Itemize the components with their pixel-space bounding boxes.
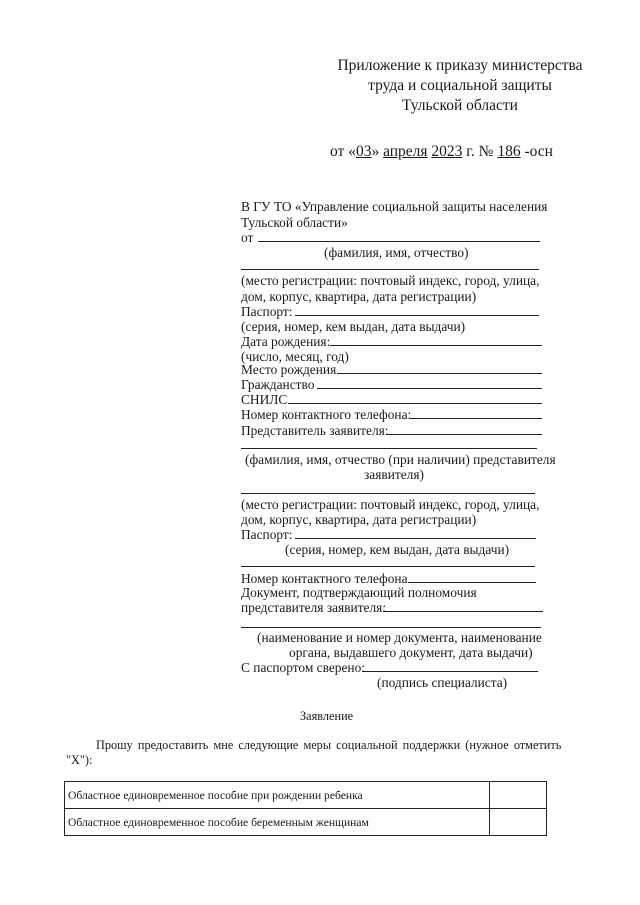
passport-label: Паспорт:	[241, 304, 293, 319]
registration-hint-1: (место регистрации: почтовый индекс, город, улица,	[241, 273, 540, 288]
representative-passport-field[interactable]	[295, 538, 536, 539]
document-hint-2: органа, выдавшего документ, дата выдачи)	[289, 645, 533, 660]
order-month: апреля	[383, 143, 428, 160]
representative-fio-hint-1: (фамилия, имя, отчество (при наличии) представителя	[245, 452, 556, 467]
representative-passport-hint: (серия, номер, кем выдан, дата выдачи)	[285, 542, 510, 557]
header-line-2: труда и социальной защиты	[368, 77, 552, 94]
snils-label: СНИЛС	[241, 392, 288, 407]
from-label: от	[241, 230, 254, 245]
citizenship-label: Гражданство	[241, 377, 315, 392]
document-field[interactable]	[383, 611, 543, 612]
birthdate-field[interactable]	[330, 345, 542, 346]
order-day: 03	[355, 143, 372, 160]
registration-hint-2: дом, корпус, квартира, дата регистрации)	[241, 289, 477, 304]
option-label: Областное единовременное пособие при рождении ребенка	[65, 782, 490, 809]
snils-field[interactable]	[288, 403, 542, 404]
verified-label: С паспортом сверено:	[241, 660, 366, 675]
option-checkbox[interactable]	[490, 809, 547, 836]
representative-registration-hint-2: дом, корпус, квартира, дата регистрации)	[241, 512, 477, 527]
representative-fio-field[interactable]	[241, 448, 537, 449]
support-options-table	[64, 781, 547, 836]
statement-text-1: Прошу предоставить мне следующие меры социальной поддержки (нужное отметить	[96, 738, 562, 752]
option-checkbox[interactable]	[490, 782, 547, 809]
addressee-line-2: Тульской области»	[241, 215, 348, 230]
passport-hint: (серия, номер, кем выдан, дата выдачи)	[241, 319, 466, 334]
document-hint-1: (наименование и номер документа, наименование	[257, 630, 542, 645]
representative-passport-label: Паспорт:	[241, 527, 293, 542]
birthplace-label: Место рождения	[241, 362, 337, 377]
document-details-field[interactable]	[241, 627, 541, 628]
order-number: 186	[497, 143, 521, 160]
fio-hint: (фамилия, имя, отчество)	[324, 245, 469, 260]
document-label-1: Документ, подтверждающий полномочия	[241, 585, 477, 600]
birthplace-field[interactable]	[337, 373, 542, 374]
order-reference: от «03» апреля 2023 г. № 186 -осн	[330, 143, 553, 160]
header-line-3: Тульской области	[402, 97, 518, 114]
representative-label: Представитель заявителя:	[241, 423, 389, 438]
statement-title: Заявление	[300, 709, 354, 723]
passport-field[interactable]	[295, 315, 539, 316]
representative-field[interactable]	[387, 434, 542, 435]
representative-registration-field[interactable]	[241, 493, 535, 494]
registration-field[interactable]	[241, 269, 539, 270]
representative-passport-extra-field[interactable]	[241, 566, 535, 567]
table-row	[65, 782, 547, 809]
phone-field[interactable]	[410, 418, 542, 419]
document-label-2: представителя заявителя:	[241, 600, 387, 615]
representative-registration-hint-1: (место регистрации: почтовый индекс, город, улица,	[241, 497, 540, 512]
specialist-signature-field[interactable]	[362, 671, 538, 672]
representative-fio-hint-2: заявителя)	[364, 467, 424, 482]
table-row	[65, 809, 547, 836]
representative-phone-label: Номер контактного телефона	[241, 571, 408, 586]
order-year: 2023	[431, 143, 463, 160]
fio-field[interactable]	[258, 241, 540, 242]
phone-label: Номер контактного телефона:	[241, 407, 412, 422]
birthdate-label: Дата рождения:	[241, 334, 331, 349]
birthdate-hint: (число, месяц, год)	[241, 349, 349, 364]
statement-text-2: "Х"):	[66, 753, 93, 767]
representative-phone-field[interactable]	[408, 582, 536, 583]
option-label: Областное единовременное пособие беременным женщинам	[65, 809, 490, 836]
citizenship-field[interactable]	[317, 388, 542, 389]
addressee-line-1: В ГУ ТО «Управление социальной защиты населения	[241, 199, 548, 214]
header-line-1: Приложение к приказу министерства	[337, 57, 583, 74]
verified-hint: (подпись специалиста)	[377, 675, 508, 690]
